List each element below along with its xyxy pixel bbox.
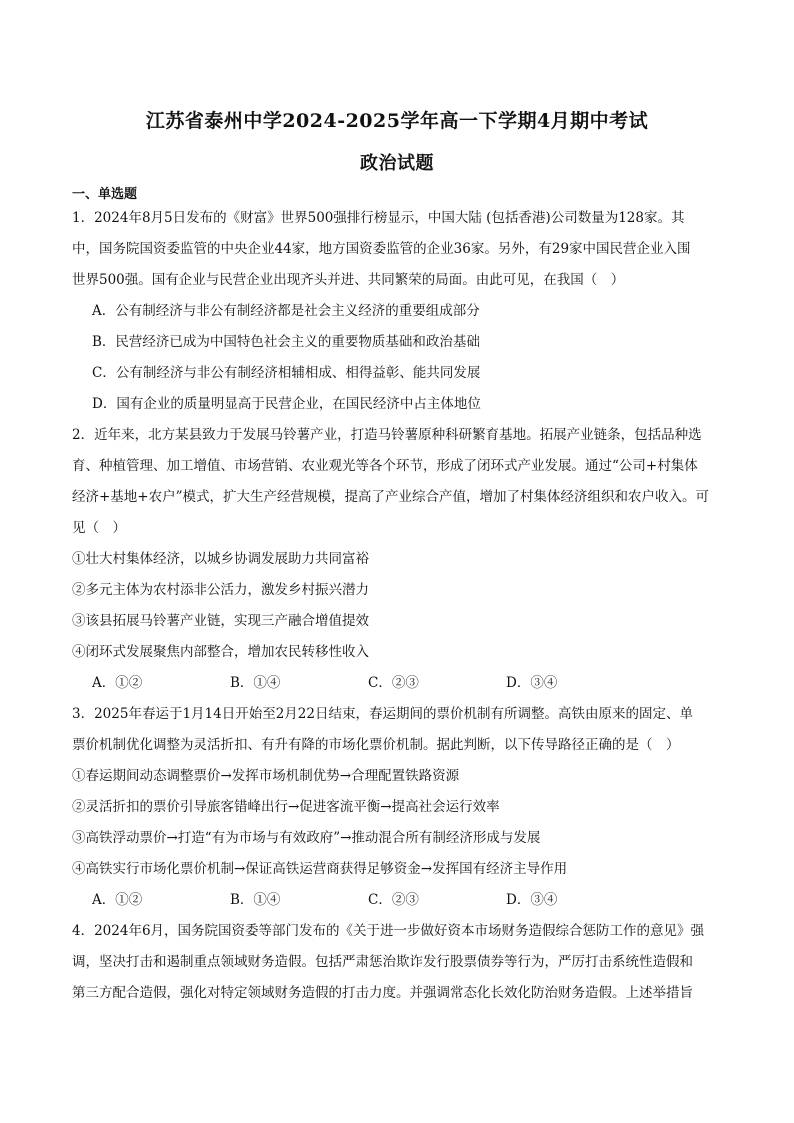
question-stem-line: 经济+基地+农户”模式，扩大生产经营规模，提高了产业综合产值，增加了村集体经济组织和农户收入。可: [72, 489, 710, 505]
question-stem-line: 票价机制优化调整为灵活折扣、有升有降的市场化票价机制。据此判断，以下传导路径正确的是（ ）: [72, 737, 680, 753]
question-stem-line: 育、种植管理、加工增值、市场营销、农业观光等各个环节，形成了闭环式产业发展。通过“公司+村集体: [72, 458, 698, 474]
choice-c: C．②③: [368, 675, 419, 691]
question-stem-line: 世界500强。国有企业与民营企业出现齐头并进、共同繁荣的局面。由此可见，在我国（ ）: [72, 272, 625, 288]
question-stem-line: 4．2024年6月，国务院国资委等部门发布的《关于进一步做好资本市场财务造假综合惩防工作的意见》强: [72, 923, 705, 939]
question-4: [72, 916, 726, 1009]
option-c: C．公有制经济与非公有制经济相辅相成、相得益彰、能共同发展: [92, 365, 481, 381]
question-stem-line: 1．2024年8月5日发布的《财富》世界500强排行榜显示，中国大陆 (包括香港)公司数量为128家。其: [72, 210, 685, 226]
statement-2: ②灵活折扣的票价引导旅客错峰出行→促进客流平衡→提高社会运行效率: [72, 799, 500, 815]
question-1: [72, 203, 726, 420]
question-stem-line: 见（ ）: [72, 520, 126, 536]
choice-row: [72, 668, 726, 699]
question-2: [72, 420, 726, 699]
statement-1: ①壮大村集体经济，以城乡协调发展助力共同富裕: [72, 551, 369, 567]
question-stem-line: 第三方配合造假，强化对特定领域财务造假的打击力度。并强调常态化长效化防治财务造假。上述举措旨: [72, 985, 693, 1001]
option-d: D．国有企业的质量明显高于民营企业，在国民经济中占主体地位: [92, 396, 481, 412]
question-stem-line: 调，坚决打击和遏制重点领域财务造假。包括严肃惩治欺诈发行股票债券等行为，严厉打击系统性造假和: [72, 954, 693, 970]
choice-c: C．②③: [368, 892, 419, 908]
statement-2: ②多元主体为农村添非公活力，激发乡村振兴潜力: [72, 582, 369, 598]
statement-1: ①春运期间动态调整票价→发挥市场机制优势→合理配置铁路资源: [72, 768, 460, 784]
exam-title: 江苏省泰州中学2024-2025学年高一下学期4月期中考试: [145, 110, 649, 132]
choice-d: D．③④: [506, 675, 558, 691]
choice-b: B．①④: [230, 675, 281, 691]
question-3: [72, 699, 726, 916]
statement-3: ③高铁浮动票价→打造“有为市场与有效政府”→推动混合所有制经济形成与发展: [72, 830, 541, 846]
choice-b: B．①④: [230, 892, 281, 908]
statement-4: ④高铁实行市场化票价机制→保证高铁运营商获得足够资金→发挥国有经济主导作用: [72, 861, 568, 877]
question-stem-line: 3．2025年春运于1月14日开始至2月22日结束，春运期间的票价机制有所调整。高铁由原来的固定、单: [72, 706, 693, 722]
choice-row: [72, 885, 726, 916]
choice-a: A．①②: [92, 675, 143, 691]
option-b: B．民营经济已成为中国特色社会主义的重要物质基础和政治基础: [92, 334, 480, 350]
choice-a: A．①②: [92, 892, 143, 908]
statement-4: ④闭环式发展聚焦内部整合，增加农民转移性收入: [72, 644, 369, 660]
option-a: A．公有制经济与非公有制经济都是社会主义经济的重要组成部分: [92, 303, 480, 319]
question-stem-line: 2．近年来，北方某县致力于发展马铃薯产业，打造马铃薯原种科研繁育基地。拓展产业链条，包括品种选: [72, 427, 702, 443]
statement-3: ③该县拓展马铃薯产业链，实现三产融合增值提效: [72, 613, 369, 629]
question-body: [72, 203, 726, 1009]
choice-d: D．③④: [506, 892, 558, 908]
section-heading: 一、单选题: [72, 187, 138, 202]
question-stem-line: 中，国务院国资委监管的中央企业44家，地方国资委监管的企业36家。另外，有29家中国民营企业入围: [72, 241, 691, 257]
exam-subtitle: 政治试题: [360, 153, 434, 174]
